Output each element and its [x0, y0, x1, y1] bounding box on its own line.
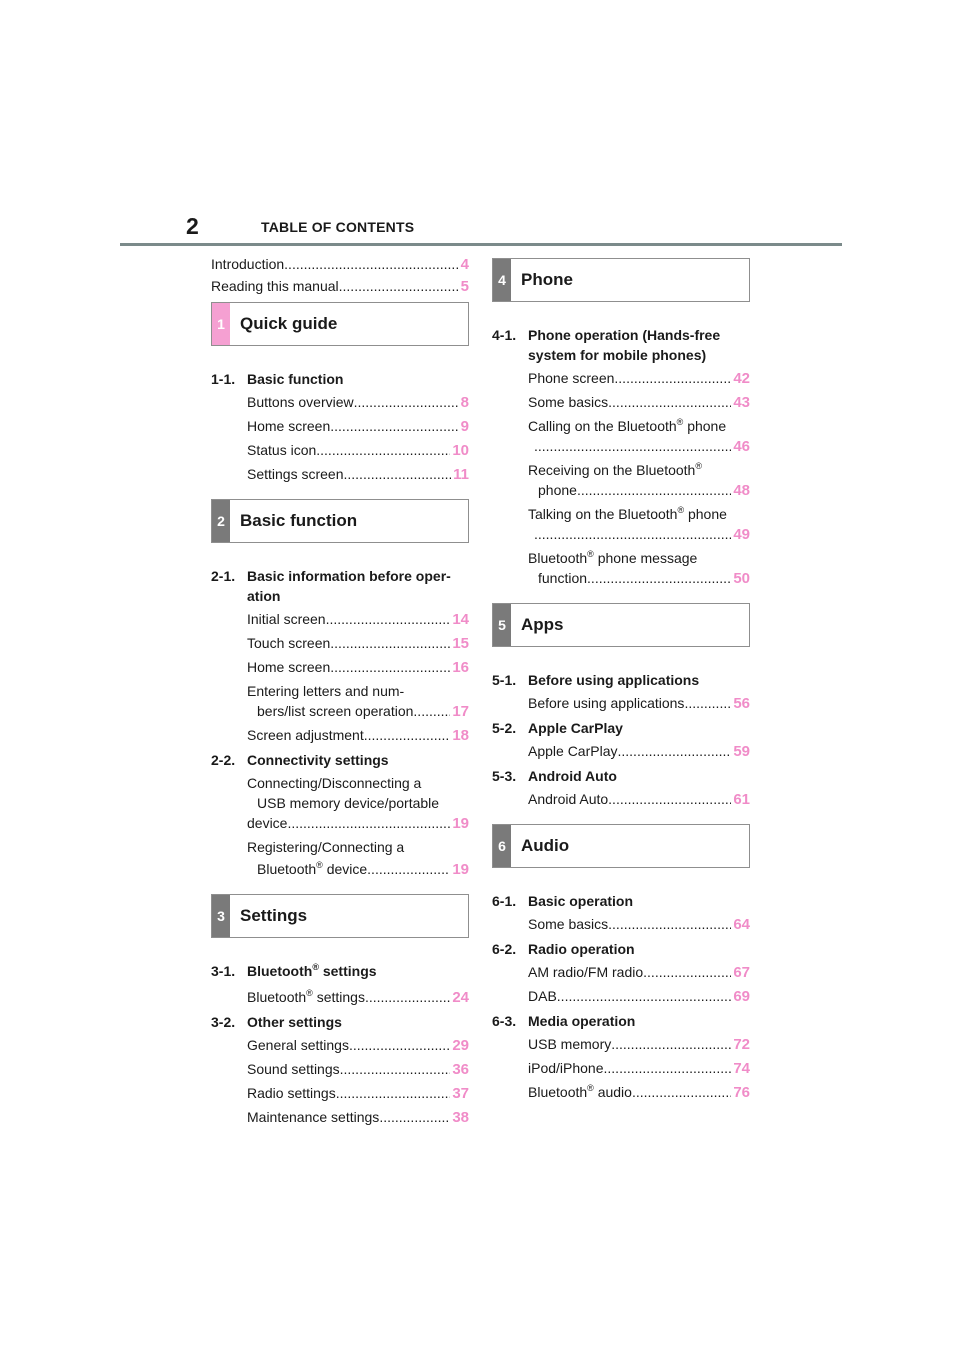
subsection-heading: 2-1. Basic information before oper-ation: [211, 568, 451, 604]
subsection-heading: 1-1. Basic function: [211, 371, 344, 387]
header-rule: [120, 243, 842, 246]
left-column: [211, 254, 469, 1131]
toc-entry[interactable]: Phone screen ..... 42: [528, 368, 750, 389]
toc-entry[interactable]: Settings screen ..... 11: [247, 464, 469, 485]
subsection-heading: 6-2. Radio operation: [492, 941, 635, 957]
section-tab: 5: [493, 604, 511, 646]
toc-entry[interactable]: Before using applications ..... 56: [528, 693, 750, 714]
page-link[interactable]: 4: [460, 256, 469, 273]
page-link[interactable]: 5: [460, 277, 469, 295]
section-basic-function[interactable]: [211, 499, 469, 543]
section-apps[interactable]: [492, 603, 750, 647]
section-title: Apps: [521, 615, 564, 634]
toc-entry[interactable]: Bluetooth® phone message function ..... 50: [528, 548, 750, 589]
subsection-heading: 6-3. Media operation: [492, 1013, 636, 1029]
subsection-heading: 5-1. Before using applications: [492, 672, 700, 688]
toc-entry[interactable]: General settings ..... 29: [247, 1035, 469, 1056]
header-title: TABLE OF CONTENTS: [261, 219, 415, 235]
section-tab: 3: [212, 895, 230, 937]
section-title: Audio: [521, 836, 570, 855]
section-title: Settings: [240, 906, 308, 925]
toc-entry[interactable]: Initial screen ..... 14: [247, 609, 469, 630]
toc-entry[interactable]: Home screen ..... 16: [247, 657, 469, 678]
section-tab: 6: [493, 825, 511, 867]
toc-entry[interactable]: Buttons overview ..... 8: [247, 392, 469, 413]
subsection-heading: 4-1. Phone operation (Hands-free system for mobile phones): [492, 327, 721, 363]
section-tab: 4: [493, 259, 511, 301]
toc-entry-introduction[interactable]: Introduction ..... 4: [211, 254, 469, 276]
subsection-heading: 5-3. Android Auto: [492, 768, 617, 784]
toc-entry[interactable]: Some basics ..... 43: [528, 392, 750, 413]
subsection-heading: 3-2. Other settings: [211, 1014, 342, 1030]
toc-entry[interactable]: Talking on the Bluetooth® phone ..... 49: [528, 504, 750, 545]
toc-entry-reading-manual[interactable]: Reading this manual ..... 5: [211, 276, 469, 298]
subsection-heading: 2-2. Connectivity settings: [211, 752, 389, 768]
section-tab: 2: [212, 500, 230, 542]
toc-entry[interactable]: Some basics ..... 64: [528, 914, 750, 935]
section-title: Quick guide: [240, 314, 338, 333]
toc-entry[interactable]: Screen adjustment ..... 18: [247, 725, 469, 746]
toc-entry[interactable]: USB memory ..... 72: [528, 1034, 750, 1055]
section-tab: 1: [212, 303, 230, 345]
subsection-heading: 5-2. Apple CarPlay: [492, 720, 623, 736]
toc-entry[interactable]: Bluetooth® settings ..... 24: [247, 987, 469, 1008]
section-audio[interactable]: [492, 824, 750, 868]
toc-entry[interactable]: Radio settings ..... 37: [247, 1083, 469, 1104]
toc-entry[interactable]: Home screen ..... 9: [247, 416, 469, 437]
toc-entry[interactable]: Bluetooth® audio ..... 76: [528, 1082, 750, 1103]
section-title: Phone: [521, 270, 573, 289]
page-number: 2: [186, 213, 199, 239]
toc-entry[interactable]: AM radio/FM radio ..... 67: [528, 962, 750, 983]
toc-entry[interactable]: Calling on the Bluetooth® phone ..... 46: [528, 416, 750, 457]
toc-entry[interactable]: Android Auto ..... 61: [528, 789, 750, 810]
subsection-heading: 3-1. Bluetooth® settings: [211, 962, 377, 979]
toc-entry[interactable]: Connecting/Disconnecting a USB memory device/portable device ..... 19: [247, 773, 469, 834]
section-title: Basic function: [240, 511, 358, 530]
toc-entry[interactable]: DAB ..... 69: [528, 986, 750, 1007]
toc-entry[interactable]: Receiving on the Bluetooth® phone ..... 48: [528, 460, 750, 501]
section-quick-guide[interactable]: [211, 302, 469, 346]
toc-entry[interactable]: Touch screen ..... 15: [247, 633, 469, 654]
toc-entry[interactable]: Maintenance settings ..... 38: [247, 1107, 469, 1128]
section-phone[interactable]: [492, 258, 750, 302]
toc-entry[interactable]: iPod/iPhone ..... 74: [528, 1058, 750, 1079]
subsection-heading: 6-1. Basic operation: [492, 893, 634, 909]
toc-entry[interactable]: Registering/Connecting a Bluetooth® device ..... 19: [247, 837, 469, 880]
toc-entry[interactable]: Entering letters and num- bers/list screen operation ..... 17: [247, 681, 469, 722]
toc-entry[interactable]: Apple CarPlay ..... 59: [528, 741, 750, 762]
toc-entry[interactable]: Status icon ..... 10: [247, 440, 469, 461]
section-settings[interactable]: [211, 894, 469, 938]
toc-entry[interactable]: Sound settings ..... 36: [247, 1059, 469, 1080]
right-column: [492, 258, 750, 1106]
